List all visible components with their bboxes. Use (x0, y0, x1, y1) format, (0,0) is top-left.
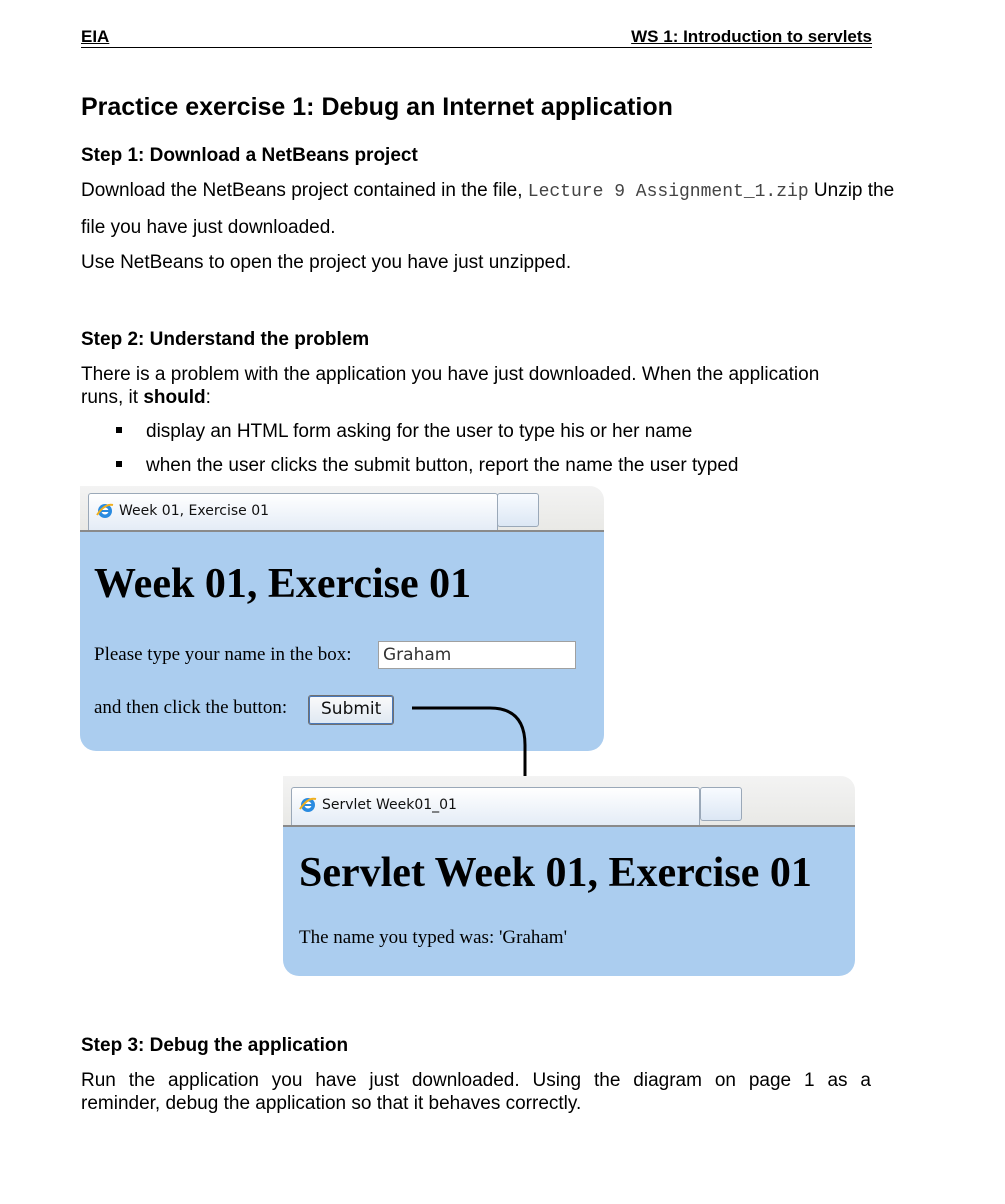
form-page-heading: Week 01, Exercise 01 (94, 561, 472, 607)
step2-para-line2 (81, 386, 211, 409)
new-tab-button[interactable] (700, 787, 742, 821)
step3-heading: Step 3: Debug the application (81, 1035, 349, 1056)
submit-button[interactable]: Submit (308, 695, 394, 725)
bullet-item (116, 455, 739, 477)
header-worksheet: WS 1: Introduction to servlets (631, 27, 872, 46)
step1-line1 (81, 179, 894, 204)
bullet-marker (116, 461, 122, 467)
result-page-heading: Servlet Week 01, Exercise 01 (299, 850, 812, 896)
browser-tab-title: Week 01, Exercise 01 (119, 503, 270, 519)
step1-line1-b: Unzip the (813, 180, 895, 201)
button-prompt: and then click the button: (94, 697, 288, 718)
step3-para-line2: reminder, debug the application so that it behaves correctly. (81, 1093, 582, 1114)
step2-para-bold: should (143, 387, 206, 408)
browser-window-result (283, 776, 855, 976)
step2-para-line1: There is a problem with the application you have just downloaded. When the application (81, 364, 820, 385)
name-prompt: Please type your name in the box: (94, 644, 352, 665)
bullet-text: display an HTML form asking for the user to type his or her name (146, 421, 693, 442)
bullet-marker (116, 427, 122, 433)
step2-para-b: runs, it (81, 387, 139, 408)
step1-heading: Step 1: Download a NetBeans project (81, 145, 418, 166)
step1-line2: file you have just downloaded. (81, 217, 336, 238)
name-input[interactable]: Graham (378, 641, 576, 669)
ie-icon (298, 795, 318, 815)
browser-tab[interactable] (88, 493, 498, 530)
browser-tab-title: Servlet Week01_01 (322, 797, 457, 813)
step1-line3: Use NetBeans to open the project you have just unzipped. (81, 252, 572, 273)
step2-heading: Step 2: Understand the problem (81, 329, 370, 350)
bullet-text: when the user clicks the submit button, report the name the user typed (146, 455, 739, 476)
browser-tab[interactable] (291, 787, 700, 825)
step2-para-c: : (205, 387, 211, 408)
result-text: The name you typed was: 'Graham' (299, 927, 568, 948)
tab-strip (80, 486, 604, 532)
new-tab-button[interactable] (497, 493, 539, 527)
bullet-item (116, 421, 692, 443)
ie-icon (95, 501, 115, 521)
page-title: Practice exercise 1: Debug an Internet application (81, 93, 673, 121)
header-course: EIA (81, 27, 110, 46)
page-content (283, 827, 855, 976)
step1-line1-a: Download the NetBeans project contained in the file, (81, 180, 523, 201)
page-header (81, 27, 872, 48)
step3-para-line1: Run the application you have just downloaded. Using the diagram on page 1 as a (81, 1070, 871, 1091)
tab-strip (283, 776, 855, 827)
filename: Lecture 9 Assignment_1.zip (527, 182, 809, 202)
